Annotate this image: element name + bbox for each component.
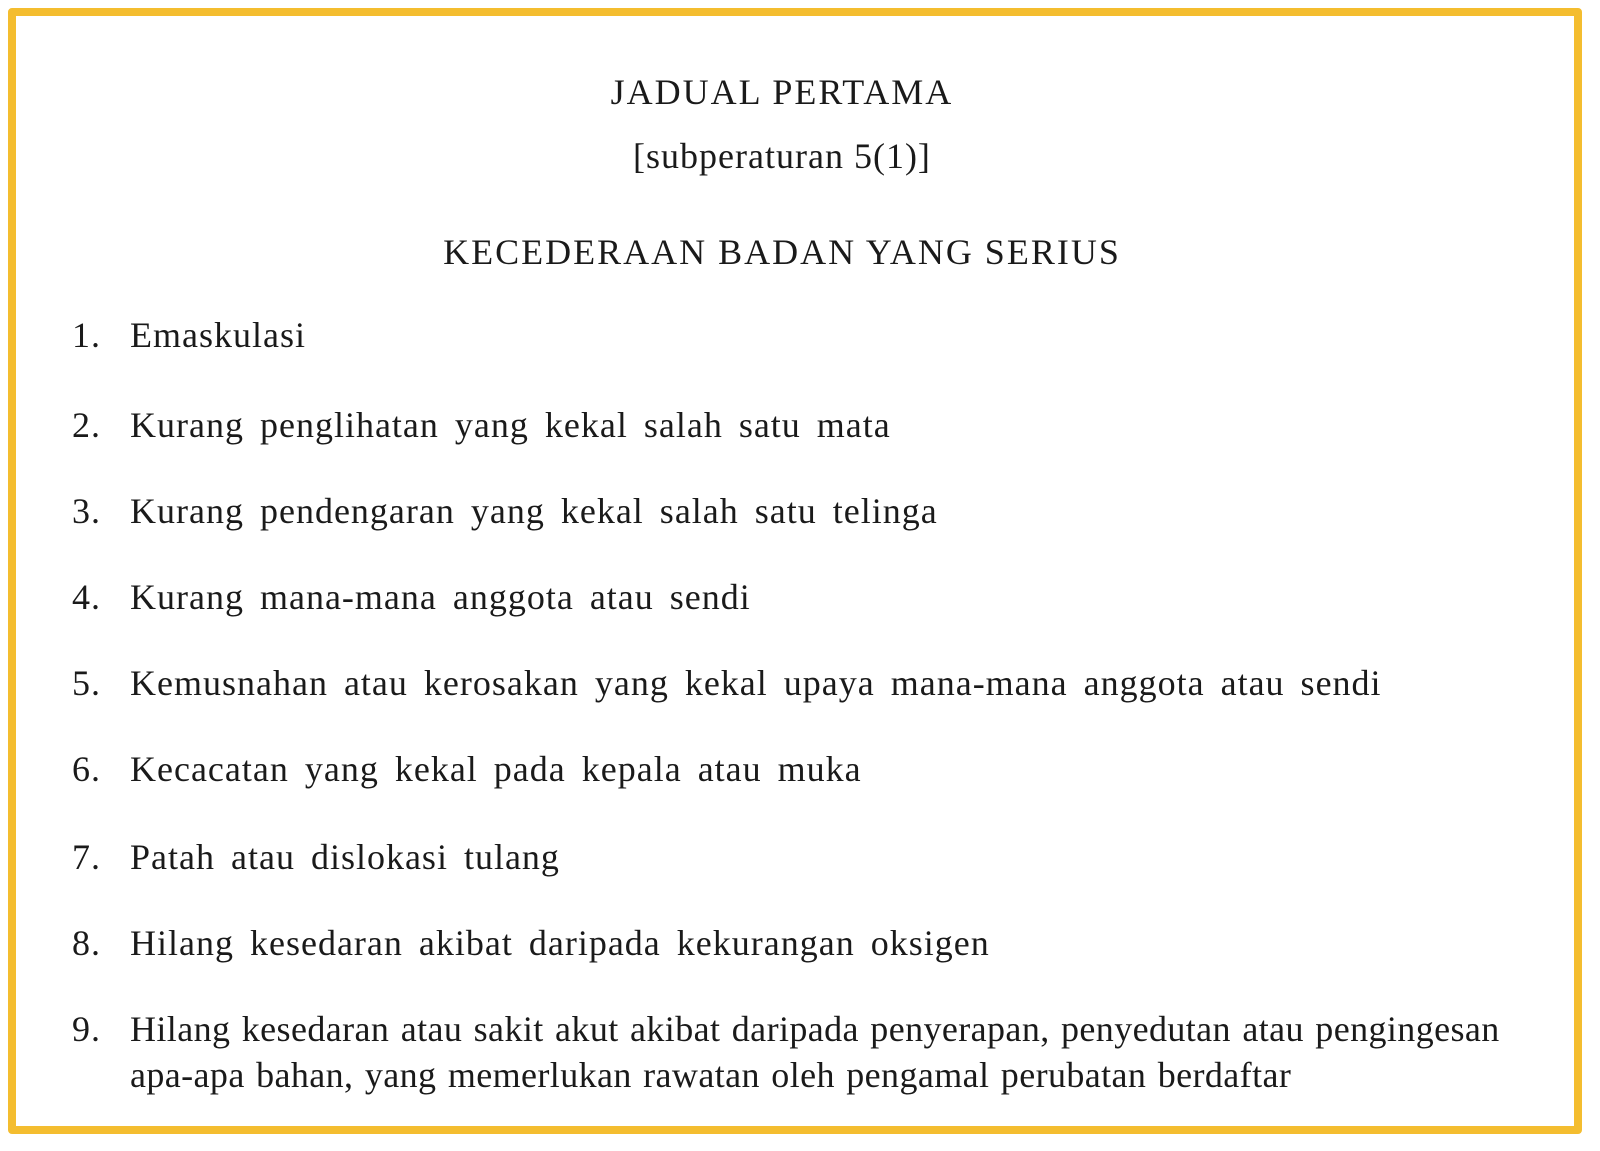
item-number: 3.: [72, 491, 101, 531]
document-frame: [8, 8, 1582, 1134]
list-item: [72, 312, 1572, 358]
item-text: Kurang penglihatan yang kekal salah satu mata: [130, 405, 891, 445]
list-item: [72, 1006, 1572, 1098]
list-item: [72, 746, 1572, 792]
item-number: 7.: [72, 837, 101, 877]
item-text: Hilang kesedaran atau sakit akut akibat daripada penyerapan, penyedutan atau pengingesan apa-apa bahan, yang memerlukan rawatan oleh pengamal perubatan berdaftar: [130, 1009, 1500, 1095]
item-text: Kurang mana-mana anggota atau sendi: [130, 577, 751, 617]
list-item: [72, 574, 1572, 620]
item-number: 4.: [72, 577, 101, 617]
item-text: Patah atau dislokasi tulang: [130, 837, 560, 877]
list-item: [72, 920, 1572, 966]
list-item: [72, 402, 1572, 448]
item-number: 8.: [72, 923, 101, 963]
item-number: 6.: [72, 749, 101, 789]
schedule-heading: KECEDERAAN BADAN YANG SERIUS: [443, 232, 1121, 272]
item-text: Emaskulasi: [130, 315, 306, 355]
list-item: [72, 834, 1572, 880]
item-text: Kurang pendengaran yang kekal salah satu telinga: [130, 491, 938, 531]
item-text: Kecacatan yang kekal pada kepala atau muka: [130, 749, 862, 789]
list-item: [72, 488, 1572, 534]
item-number: 2.: [72, 405, 101, 445]
item-number: 9.: [72, 1009, 101, 1049]
schedule-title: JADUAL PERTAMA: [610, 72, 954, 112]
item-number: 5.: [72, 663, 101, 703]
schedule-subtitle: [subperaturan 5(1)]: [633, 136, 931, 176]
item-number: 1.: [72, 315, 101, 355]
list-item: [72, 660, 1572, 706]
item-text: Kemusnahan atau kerosakan yang kekal upaya mana-mana anggota atau sendi: [130, 663, 1382, 703]
item-text: Hilang kesedaran akibat daripada kekurangan oksigen: [130, 923, 990, 963]
